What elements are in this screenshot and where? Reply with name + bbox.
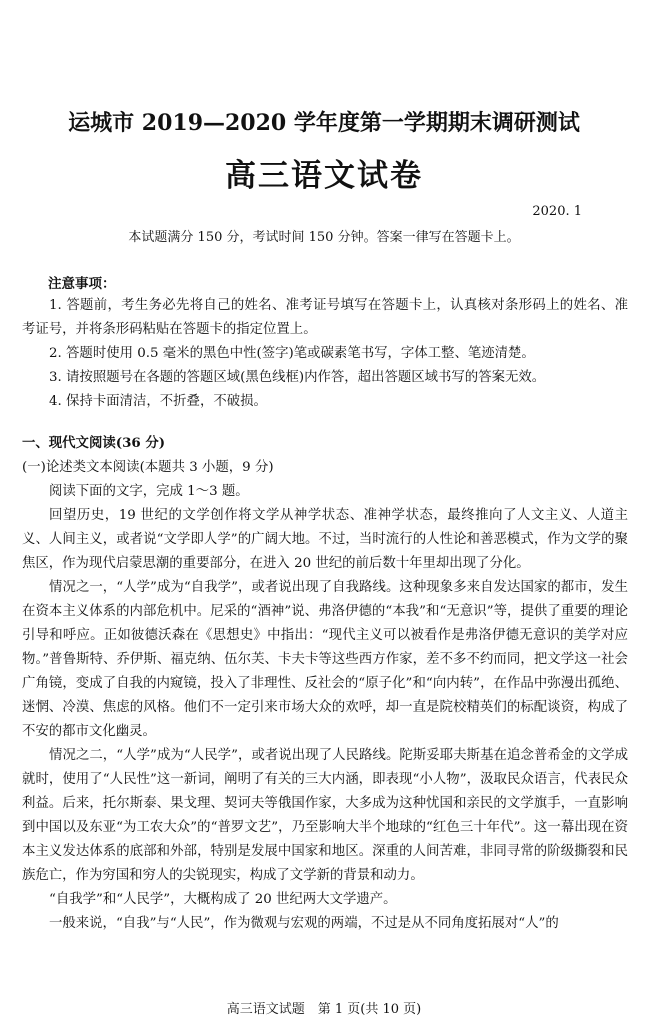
- notice-item-4: 4. 保持卡面清洁，不折叠，不破损。: [49, 394, 267, 409]
- notice-heading: 注意事项：: [48, 276, 116, 292]
- section-subtitle: (一)论述类文本阅读(本题共 3 小题，9 分): [22, 460, 274, 475]
- exam-intro: 本试题满分 150 分，考试时间 150 分钟。答案一律写在答题卡上。: [128, 230, 520, 245]
- notice-list: [22, 294, 628, 414]
- passage-paragraph-5: 一般来说，“自我”与“人民”，作为微观与宏观的两端，不过是从不同角度拓展对“人”的: [49, 916, 559, 931]
- exam-title: 运城市 2019—2020 学年度第一学期期末调研测试: [68, 110, 580, 136]
- notice-item-1: 1. 答题前，考生务必先将自己的姓名、准考证号填写在答题卡上，认真核对条形码上的姓名、准考证号，并将条形码粘贴在答题卡的指定位置上。: [22, 298, 628, 337]
- passage-paragraph-1: 回望历史，19 世纪的文学创作将文学从神学状态、准神学状态，最终推向了人文主义、人道主义、人间主义，或者说“文学即人学”的广阔大地。不过，当时流行的人性论和善恶模式，作为文学的聚焦区，作为现代启蒙思潮的重要部分，在进入 20 世纪的前后数十年里却出现了分化。: [22, 508, 628, 571]
- passage-paragraph-2: 情况之一，“人学”成为“自我学”，或者说出现了自我路线。这种现象多来自发达国家的都市，发生在资本主义体系的内部危机中。尼采的“酒神”说、弗洛伊德的“本我”和“无意识”等，提供了重要的理论引导和呼应。正如彼德沃森在《思想史》中指出：“现代主义可以被看作是弗洛伊德无意识的美学对应物。”普鲁斯特、乔伊斯、福克纳、伍尔芙、卡夫卡等这些西方作家，差不多不约而同，把文学这一社会广角镜，变成了自我的内窥镜，投入了非理性、反社会的“原子化”和“向内转”，在作品中弥漫出孤绝、迷惘、冷漠、焦虑的风格。他们不一定引来市场大众的欢呼，却一直是院校精英们的标配谈资，构成了不安的都市文化幽灵。: [22, 580, 628, 739]
- notice-item-3: 3. 请按照题号在各题的答题区域(黑色线框)内作答，超出答题区域书写的答案无效。: [49, 370, 546, 385]
- exam-date: 2020. 1: [532, 204, 582, 219]
- passage-paragraph-3: 情况之二，“人学”成为“人民学”，或者说出现了人民路线。陀斯妥耶夫斯基在追念普希金的文学成就时，使用了“人民性”这一新词，阐明了有关的三大内涵，即表现“小人物”，汲取民众语言，代表民众利益。后来，托尔斯泰、果戈理、契诃夫等俄国作家，大多成为这种忧国和亲民的文学旗手，一直影响到中国以及东亚“为工农大众”的“普罗文艺”，乃至影响大半个地球的“红色三十年代”。这一幕出现在资本主义发达体系的底部和外部，特别是发展中国家和地区。深重的人间苦难，非同寻常的阶级撕裂和民族危亡，作为穷国和穷人的尖锐现实，构成了文学新的背景和动力。: [22, 748, 628, 883]
- page-footer: 高三语文试题 第 1 页(共 10 页): [226, 1002, 422, 1017]
- section-title: 一、现代文阅读(36 分): [22, 435, 166, 451]
- passage-paragraph-4: “自我学”和“人民学”，大概构成了 20 世纪两大文学遗产。: [49, 892, 397, 907]
- passage: [22, 504, 628, 936]
- section-instruction: 阅读下面的文字，完成 1～3 题。: [49, 484, 249, 499]
- notice-item-2: 2. 答题时使用 0.5 毫米的黑色中性(签字)笔或碳素笔书写，字体工整、笔迹清楚。: [49, 346, 535, 361]
- paper-title: 高三语文试卷: [225, 158, 423, 194]
